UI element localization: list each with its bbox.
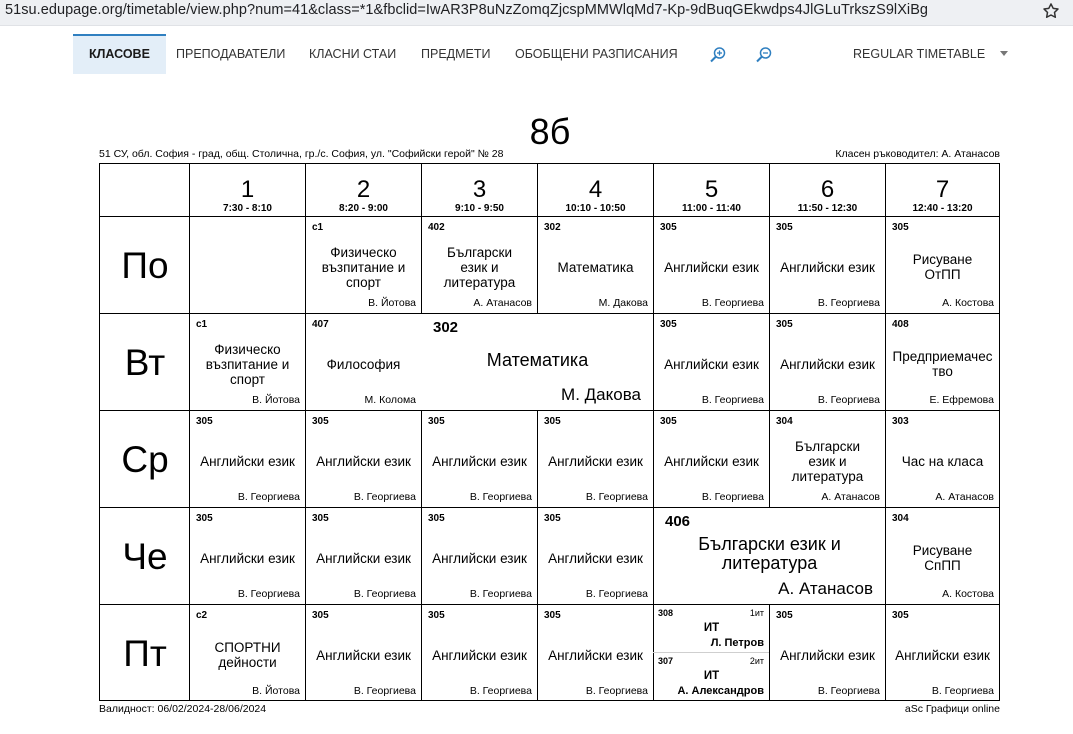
teacher-name: А. Атанасов [778,579,873,598]
room-number: 305 [544,513,561,524]
day-label-thursday: Че [122,535,168,577]
day-label-monday: По [121,244,169,286]
room-number: с1 [312,222,324,233]
lesson-cell-split [654,605,769,701]
teacher-name: В. Георгиева [931,685,994,697]
subject-name: Английски език [780,647,875,663]
subject-name: Английски език [548,550,643,566]
period-number: 6 [820,176,835,203]
tab-summary-timetables[interactable]: ОБОБЩЕНИ РАЗПИСАНИЯ [515,47,678,61]
zoom-in-icon[interactable] [709,46,727,64]
period-time: 8:20 - 9:00 [339,203,388,214]
subject-name: Предприемачество [892,349,993,379]
subject-name: Английски език [316,453,411,469]
period-time: 11:50 - 12:30 [797,203,858,214]
day-label-tuesday: Вт [124,341,166,383]
period-number: 1 [240,176,255,203]
address-bar[interactable] [0,0,1073,26]
subject-name: Английски език [664,356,759,372]
lesson-cell[interactable] [190,314,305,410]
room-number: 305 [660,222,677,233]
lesson-cell[interactable] [654,217,769,313]
period-header [306,164,421,216]
room-number: 305 [660,416,677,427]
room-number: 305 [892,222,909,233]
school-info: 51 СУ, обл. София - град, общ. Столична, гр./с. София, ул. "Софийски герой" № 28 [99,148,504,160]
subject-name: Английски език [780,259,875,275]
lesson-cell[interactable] [190,411,305,507]
subject-name: Физическо възпитание и спорт [205,341,290,387]
room-number: 305 [312,416,329,427]
period-time: 10:10 - 10:50 [565,203,626,214]
room-number: 305 [660,319,677,330]
lesson-cell[interactable] [538,508,653,604]
teacher-name: А. Атанасов [935,491,994,503]
room-number: 303 [892,416,909,427]
timetable-nav [0,34,1073,74]
lesson-cell[interactable] [654,411,769,507]
teacher-name: В. Георгиева [469,588,532,600]
day-label-wednesday: Ср [121,438,169,480]
subject-name: Български език и литература [443,244,516,290]
teacher-name: М. Колома [364,394,416,406]
room-number: 305 [544,610,561,621]
lesson-cell[interactable] [306,217,421,313]
teacher-name: В. Георгиева [353,491,416,503]
teacher-name: В. Георгиева [585,588,648,600]
room-number: 305 [776,319,793,330]
lesson-cell[interactable] [886,411,999,507]
subject-name: Английски език [664,259,759,275]
room-number: 305 [312,513,329,524]
period-time: 9:10 - 9:50 [455,203,504,214]
teacher-name: В. Георгиева [585,685,648,697]
teacher-name: В. Георгиева [237,491,300,503]
teacher-name: В. Георгиева [701,297,764,309]
subject-name: Английски език [548,453,643,469]
subject-name: Час на класа [901,453,984,469]
period-number: 2 [356,176,371,203]
group-label: 1ит [749,608,764,618]
room-number: 302 [544,222,561,233]
period-header [190,164,305,216]
subject-name: Математика [486,349,589,370]
teacher-name: Е. Ефремова [929,394,994,406]
teacher-name: В. Георгиева [585,491,648,503]
lesson-cell[interactable] [770,217,885,313]
room-number: 304 [776,416,793,427]
teacher-name: В. Георгиева [469,685,532,697]
teacher-name: В. Георгиева [469,491,532,503]
tab-classes[interactable]: КЛАСОВЕ [73,34,166,74]
room-number: 307 [658,656,674,666]
tab-subjects[interactable]: ПРЕДМЕТИ [421,47,491,61]
room-number: 408 [892,319,909,330]
lesson-cell-double[interactable] [422,314,653,410]
tab-classrooms[interactable]: КЛАСНИ СТАИ [309,47,397,61]
period-number: 4 [588,176,603,203]
lesson-group[interactable] [654,653,769,701]
subject-name: Рисуване ОтПП [912,252,973,282]
homeroom-teacher: Класен ръководител: А. Атанасов [835,148,1000,160]
teacher-name: Л. Петров [710,637,764,649]
room-number: 305 [196,416,213,427]
teacher-name: В. Георгиева [817,685,880,697]
lesson-cell[interactable] [886,314,999,410]
subject-name: Английски език [200,550,295,566]
lesson-cell[interactable] [654,314,769,410]
subject-name: Английски език [548,647,643,663]
room-number: с2 [196,610,208,621]
subject-name: Рисуване СпПП [912,543,973,573]
teacher-name: В. Георгиева [701,491,764,503]
subject-name: Английски език [316,647,411,663]
room-number: 305 [892,610,909,621]
lesson-cell[interactable] [306,314,421,410]
chevron-down-icon[interactable] [1000,51,1008,56]
teacher-name: В. Йотова [252,685,300,697]
teacher-name: М. Дакова [598,297,648,309]
subject-name: Философия [326,356,401,372]
room-number: 407 [312,319,329,330]
room-number: 305 [428,610,445,621]
subject-name: Български език и литература [791,438,864,484]
subject-name: ИТ [703,622,720,634]
lesson-group[interactable] [654,605,769,653]
lesson-cell[interactable] [190,508,305,604]
timetable-select[interactable]: REGULAR TIMETABLE [853,47,986,61]
lesson-cell[interactable] [422,217,537,313]
room-number: 406 [665,513,691,530]
lesson-cell[interactable] [306,508,421,604]
period-time: 11:00 - 11:40 [682,203,741,214]
lesson-cell-double[interactable] [654,508,885,604]
room-number: 305 [312,610,329,621]
subject-name: Английски език [895,647,990,663]
period-number: 7 [935,176,950,203]
lesson-cell[interactable] [190,605,305,701]
room-number: 305 [196,513,213,524]
url-text[interactable]: 51su.edupage.org/timetable/view.php?num=41&class=*1&fbclid=IwAR3P8uNzZomqZjcspMMWlqMd7-Kp-9dBuqGEkwdps4JlGLuTrkszS9lXiBg [5,2,929,18]
subject-name: Английски език [316,550,411,566]
room-number: 402 [428,222,445,233]
validity-period: Валидност: 06/02/2024-28/06/2024 [99,703,267,715]
class-title: 8б [529,111,571,152]
timetable-grid [99,163,1000,701]
teacher-name: В. Георгиева [701,394,764,406]
lesson-cell[interactable] [538,411,653,507]
room-number: 308 [658,608,674,618]
period-header [886,164,999,216]
room-number: 305 [776,222,793,233]
lesson-cell[interactable] [770,411,885,507]
subject-name: ИТ [703,670,720,682]
lesson-cell[interactable] [886,217,999,313]
teacher-name: А. Атанасов [821,491,880,503]
teacher-name: М. Дакова [561,385,641,404]
subject-name: Български език и литература [698,534,841,573]
lesson-cell[interactable] [422,411,537,507]
period-header [538,164,653,216]
lesson-cell[interactable] [770,605,885,701]
subject-name: Математика [557,259,634,275]
period-number: 5 [704,176,719,203]
lesson-cell[interactable] [538,605,653,701]
subject-name: Английски език [664,453,759,469]
period-header [422,164,537,216]
lesson-cell[interactable] [422,508,537,604]
subject-name: Физическо възпитание и спорт [321,244,406,290]
room-number: 305 [776,610,793,621]
room-number: 305 [544,416,561,427]
lesson-cell[interactable] [306,411,421,507]
bookmark-star-icon[interactable] [1041,1,1061,21]
period-time: 12:40 - 13:20 [912,203,973,214]
teacher-name: В. Георгиева [353,685,416,697]
period-header [770,164,885,216]
lesson-cell[interactable] [886,508,999,604]
subject-name: Английски език [780,356,875,372]
lesson-cell[interactable] [422,605,537,701]
room-number: с1 [196,319,208,330]
teacher-name: А. Атанасов [473,297,532,309]
period-time: 7:30 - 8:10 [223,203,272,214]
teacher-name: В. Йотова [368,297,416,309]
lesson-cell[interactable] [306,605,421,701]
room-number: 305 [428,416,445,427]
teacher-name: В. Георгиева [353,588,416,600]
zoom-out-icon[interactable] [755,46,773,64]
group-label: 2ит [749,656,764,666]
day-label-friday: Пт [123,632,167,674]
lesson-cell[interactable] [538,217,653,313]
subject-name: Английски език [432,550,527,566]
subject-name: СПОРТНИ дейности [214,640,281,670]
teacher-name: В. Георгиева [817,394,880,406]
subject-name: Английски език [200,453,295,469]
room-number: 305 [428,513,445,524]
subject-name: Английски език [432,647,527,663]
room-number: 302 [433,319,459,336]
teacher-name: В. Георгиева [817,297,880,309]
teacher-name: А. Костова [942,297,994,309]
period-header [654,164,769,216]
teacher-name: А. Александров [677,685,764,697]
tab-teachers[interactable]: ПРЕПОДАВАТЕЛИ [176,47,286,61]
room-number: 304 [892,513,909,524]
brand-footer[interactable]: aSc Графици online [904,703,1000,715]
lesson-cell[interactable] [886,605,999,701]
subject-name: Английски език [432,453,527,469]
teacher-name: А. Костова [942,588,994,600]
teacher-name: В. Георгиева [237,588,300,600]
teacher-name: В. Йотова [252,394,300,406]
period-number: 3 [472,176,487,203]
lesson-cell[interactable] [770,314,885,410]
